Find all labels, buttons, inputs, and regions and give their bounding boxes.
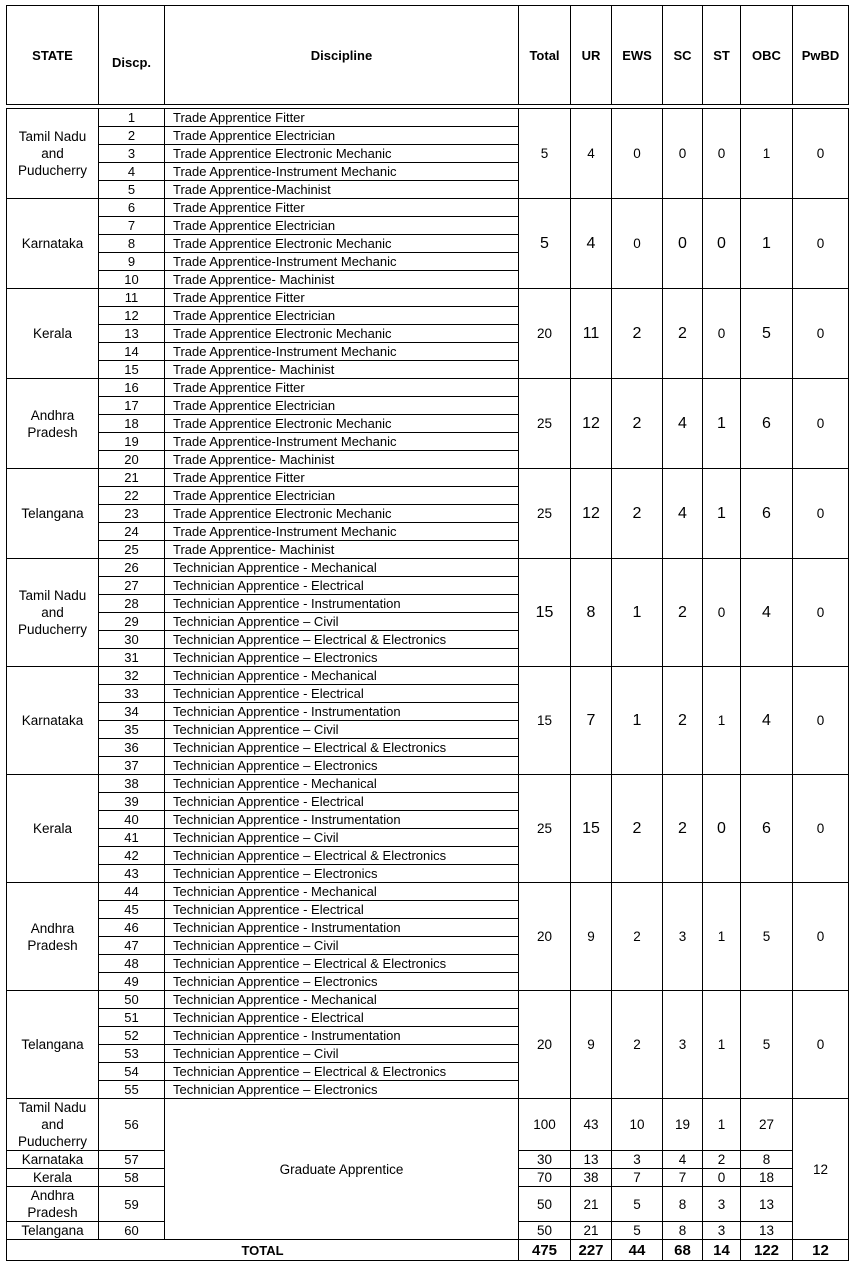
ur-count-cell: 43 [571, 1099, 612, 1151]
ur-count-cell: 9 [571, 991, 612, 1099]
discipline-number: 45 [99, 901, 165, 919]
table-row [7, 991, 849, 1009]
obc-count-cell: 6 [741, 469, 793, 559]
st-count-cell: 1 [703, 379, 741, 469]
total-count-cell: 20 [519, 883, 571, 991]
obc-count-cell: 4 [741, 667, 793, 775]
ews-count-cell: 3 [612, 1151, 663, 1169]
obc-count-cell: 6 [741, 775, 793, 883]
state-cell: Tamil Nadu and Puducherry [7, 109, 99, 199]
discipline-name: Technician Apprentice – Electronics [165, 865, 519, 883]
discipline-name: Trade Apprentice- Machinist [165, 451, 519, 469]
ews-count-cell: 5 [612, 1187, 663, 1222]
discipline-name: Trade Apprentice Electronic Mechanic [165, 235, 519, 253]
table-row [7, 559, 849, 577]
total-count-cell: 100 [519, 1099, 571, 1151]
discipline-name: Trade Apprentice Electronic Mechanic [165, 145, 519, 163]
discipline-number: 46 [99, 919, 165, 937]
st-count-cell: 3 [703, 1222, 741, 1240]
total-count-cell: 5 [519, 199, 571, 289]
discipline-name: Trade Apprentice Electronic Mechanic [165, 505, 519, 523]
grand-ews-cell: 44 [612, 1240, 663, 1261]
table-row [7, 667, 849, 685]
header-sc: SC [663, 6, 703, 105]
grand-total-cell: 475 [519, 1240, 571, 1261]
ews-count-cell: 2 [612, 991, 663, 1099]
discipline-number: 36 [99, 739, 165, 757]
table-row [7, 289, 849, 307]
discipline-name: Technician Apprentice - Mechanical [165, 883, 519, 901]
pwbd-count-cell: 0 [793, 109, 849, 199]
discipline-name: Technician Apprentice - Electrical [165, 793, 519, 811]
discipline-name: Trade Apprentice Electrician [165, 307, 519, 325]
total-count-cell: 20 [519, 991, 571, 1099]
sc-count-cell: 0 [663, 109, 703, 199]
discipline-number: 20 [99, 451, 165, 469]
discipline-number: 33 [99, 685, 165, 703]
discipline-number: 57 [99, 1151, 165, 1169]
ur-count-cell: 21 [571, 1222, 612, 1240]
discipline-number: 11 [99, 289, 165, 307]
vacancy-table-container [6, 5, 848, 1261]
discipline-name: Technician Apprentice – Civil [165, 937, 519, 955]
header-pwbd: PwBD [793, 6, 849, 105]
discipline-number: 32 [99, 667, 165, 685]
discipline-number: 40 [99, 811, 165, 829]
totals-row [7, 1240, 849, 1261]
obc-count-cell: 5 [741, 289, 793, 379]
discipline-number: 52 [99, 1027, 165, 1045]
pwbd-count-cell: 12 [793, 1099, 849, 1240]
header-discipline: Discipline [165, 6, 519, 105]
state-cell: Karnataka [7, 1151, 99, 1169]
ews-count-cell: 10 [612, 1099, 663, 1151]
grand-sc-cell: 68 [663, 1240, 703, 1261]
discipline-number: 16 [99, 379, 165, 397]
state-cell: Andhra Pradesh [7, 379, 99, 469]
ur-count-cell: 38 [571, 1169, 612, 1187]
graduate-row [7, 1099, 849, 1151]
discipline-name: Trade Apprentice- Machinist [165, 271, 519, 289]
table-row [7, 109, 849, 127]
discipline-number: 55 [99, 1081, 165, 1099]
sc-count-cell: 2 [663, 775, 703, 883]
st-count-cell: 0 [703, 289, 741, 379]
discipline-number: 12 [99, 307, 165, 325]
ur-count-cell: 15 [571, 775, 612, 883]
discipline-name: Trade Apprentice Fitter [165, 379, 519, 397]
ur-count-cell: 12 [571, 379, 612, 469]
sc-count-cell: 2 [663, 667, 703, 775]
st-count-cell: 0 [703, 199, 741, 289]
discipline-number: 44 [99, 883, 165, 901]
state-cell: Telangana [7, 469, 99, 559]
discipline-name: Technician Apprentice - Instrumentation [165, 919, 519, 937]
pwbd-count-cell: 0 [793, 775, 849, 883]
state-cell: Telangana [7, 1222, 99, 1240]
st-count-cell: 3 [703, 1187, 741, 1222]
discipline-number: 21 [99, 469, 165, 487]
pwbd-count-cell: 0 [793, 991, 849, 1099]
discipline-number: 4 [99, 163, 165, 181]
discipline-number: 28 [99, 595, 165, 613]
discipline-number: 22 [99, 487, 165, 505]
discipline-name: Technician Apprentice – Electronics [165, 757, 519, 775]
discipline-number: 43 [99, 865, 165, 883]
discipline-number: 2 [99, 127, 165, 145]
ur-count-cell: 21 [571, 1187, 612, 1222]
discipline-number: 7 [99, 217, 165, 235]
discipline-number: 14 [99, 343, 165, 361]
ews-count-cell: 1 [612, 667, 663, 775]
total-count-cell: 20 [519, 289, 571, 379]
ews-count-cell: 0 [612, 109, 663, 199]
pwbd-count-cell: 0 [793, 289, 849, 379]
discipline-number: 56 [99, 1099, 165, 1151]
discipline-number: 59 [99, 1187, 165, 1222]
state-cell: Tamil Nadu and Puducherry [7, 1099, 99, 1151]
state-cell: Kerala [7, 775, 99, 883]
discipline-number: 13 [99, 325, 165, 343]
obc-count-cell: 18 [741, 1169, 793, 1187]
discipline-number: 47 [99, 937, 165, 955]
total-count-cell: 70 [519, 1169, 571, 1187]
pwbd-count-cell: 0 [793, 667, 849, 775]
discipline-name: Technician Apprentice – Civil [165, 829, 519, 847]
ews-count-cell: 2 [612, 379, 663, 469]
sc-count-cell: 3 [663, 991, 703, 1099]
sc-count-cell: 8 [663, 1222, 703, 1240]
grand-st-cell: 14 [703, 1240, 741, 1261]
state-cell: Andhra Pradesh [7, 1187, 99, 1222]
obc-count-cell: 5 [741, 883, 793, 991]
header-discp: Discp. [99, 6, 165, 105]
discipline-name: Trade Apprentice Electrician [165, 127, 519, 145]
pwbd-count-cell: 0 [793, 199, 849, 289]
discipline-number: 41 [99, 829, 165, 847]
discipline-name: Technician Apprentice - Electrical [165, 901, 519, 919]
discipline-name: Trade Apprentice Fitter [165, 469, 519, 487]
discipline-number: 15 [99, 361, 165, 379]
discipline-number: 58 [99, 1169, 165, 1187]
table-row [7, 775, 849, 793]
sc-count-cell: 7 [663, 1169, 703, 1187]
obc-count-cell: 5 [741, 991, 793, 1099]
obc-count-cell: 8 [741, 1151, 793, 1169]
state-cell: Karnataka [7, 667, 99, 775]
st-count-cell: 1 [703, 667, 741, 775]
header-ur: UR [571, 6, 612, 105]
discipline-name: Technician Apprentice - Electrical [165, 577, 519, 595]
discipline-name: Trade Apprentice-Instrument Mechanic [165, 343, 519, 361]
discipline-name: Technician Apprentice – Electrical & Electronics [165, 739, 519, 757]
discipline-name: Trade Apprentice-Instrument Mechanic [165, 523, 519, 541]
discipline-name: Technician Apprentice - Mechanical [165, 991, 519, 1009]
sc-count-cell: 8 [663, 1187, 703, 1222]
discipline-number: 31 [99, 649, 165, 667]
total-count-cell: 5 [519, 109, 571, 199]
ur-count-cell: 9 [571, 883, 612, 991]
st-count-cell: 0 [703, 775, 741, 883]
ews-count-cell: 2 [612, 469, 663, 559]
discipline-number: 27 [99, 577, 165, 595]
discipline-name: Trade Apprentice Electronic Mechanic [165, 415, 519, 433]
discipline-name: Technician Apprentice - Mechanical [165, 559, 519, 577]
discipline-number: 9 [99, 253, 165, 271]
st-count-cell: 0 [703, 1169, 741, 1187]
ews-count-cell: 0 [612, 199, 663, 289]
discipline-number: 35 [99, 721, 165, 739]
ur-count-cell: 11 [571, 289, 612, 379]
header-obc: OBC [741, 6, 793, 105]
discipline-name: Trade Apprentice- Machinist [165, 541, 519, 559]
discipline-number: 3 [99, 145, 165, 163]
discipline-name: Trade Apprentice Fitter [165, 289, 519, 307]
ews-count-cell: 1 [612, 559, 663, 667]
discipline-number: 25 [99, 541, 165, 559]
total-count-cell: 25 [519, 775, 571, 883]
sc-count-cell: 4 [663, 1151, 703, 1169]
discipline-number: 49 [99, 973, 165, 991]
pwbd-count-cell: 0 [793, 883, 849, 991]
obc-count-cell: 13 [741, 1187, 793, 1222]
discipline-number: 42 [99, 847, 165, 865]
ur-count-cell: 4 [571, 199, 612, 289]
ews-count-cell: 2 [612, 289, 663, 379]
state-cell: Tamil Nadu and Puducherry [7, 559, 99, 667]
obc-count-cell: 27 [741, 1099, 793, 1151]
total-count-cell: 30 [519, 1151, 571, 1169]
st-count-cell: 2 [703, 1151, 741, 1169]
total-count-cell: 50 [519, 1187, 571, 1222]
discipline-name: Trade Apprentice-Machinist [165, 181, 519, 199]
grand-ur-cell: 227 [571, 1240, 612, 1261]
discipline-number: 19 [99, 433, 165, 451]
total-count-cell: 15 [519, 667, 571, 775]
discipline-name: Trade Apprentice- Machinist [165, 361, 519, 379]
table-body [7, 109, 849, 1261]
table-row [7, 199, 849, 217]
ews-count-cell: 2 [612, 883, 663, 991]
discipline-name: Trade Apprentice Fitter [165, 199, 519, 217]
total-count-cell: 50 [519, 1222, 571, 1240]
pwbd-count-cell: 0 [793, 379, 849, 469]
ur-count-cell: 13 [571, 1151, 612, 1169]
discipline-number: 1 [99, 109, 165, 127]
graduate-discipline-cell: Graduate Apprentice [165, 1099, 519, 1240]
obc-count-cell: 1 [741, 199, 793, 289]
discipline-number: 53 [99, 1045, 165, 1063]
discipline-name: Technician Apprentice - Instrumentation [165, 811, 519, 829]
discipline-name: Technician Apprentice – Electronics [165, 649, 519, 667]
discipline-name: Technician Apprentice – Electrical & Electronics [165, 847, 519, 865]
discipline-number: 8 [99, 235, 165, 253]
ur-count-cell: 8 [571, 559, 612, 667]
discipline-name: Technician Apprentice - Electrical [165, 1009, 519, 1027]
header-row [7, 6, 849, 105]
sc-count-cell: 4 [663, 469, 703, 559]
discipline-number: 39 [99, 793, 165, 811]
ur-count-cell: 12 [571, 469, 612, 559]
discipline-name: Technician Apprentice - Instrumentation [165, 1027, 519, 1045]
ur-count-cell: 7 [571, 667, 612, 775]
discipline-name: Technician Apprentice – Electrical & Electronics [165, 955, 519, 973]
discipline-number: 29 [99, 613, 165, 631]
sc-count-cell: 0 [663, 199, 703, 289]
state-cell: Kerala [7, 1169, 99, 1187]
discipline-number: 23 [99, 505, 165, 523]
discipline-name: Technician Apprentice - Mechanical [165, 667, 519, 685]
discipline-number: 26 [99, 559, 165, 577]
sc-count-cell: 3 [663, 883, 703, 991]
discipline-number: 6 [99, 199, 165, 217]
total-count-cell: 15 [519, 559, 571, 667]
discipline-name: Technician Apprentice - Mechanical [165, 775, 519, 793]
sc-count-cell: 19 [663, 1099, 703, 1151]
discipline-name: Technician Apprentice - Instrumentation [165, 595, 519, 613]
discipline-number: 37 [99, 757, 165, 775]
discipline-number: 54 [99, 1063, 165, 1081]
st-count-cell: 1 [703, 469, 741, 559]
discipline-name: Technician Apprentice – Civil [165, 613, 519, 631]
discipline-name: Trade Apprentice-Instrument Mechanic [165, 433, 519, 451]
vacancy-table [6, 5, 849, 1261]
total-count-cell: 25 [519, 469, 571, 559]
discipline-number: 50 [99, 991, 165, 1009]
discipline-name: Technician Apprentice – Electrical & Electronics [165, 1063, 519, 1081]
discipline-number: 24 [99, 523, 165, 541]
discipline-name: Technician Apprentice - Instrumentation [165, 703, 519, 721]
discipline-number: 5 [99, 181, 165, 199]
obc-count-cell: 6 [741, 379, 793, 469]
grand-pwbd-cell: 12 [793, 1240, 849, 1261]
discipline-number: 51 [99, 1009, 165, 1027]
discipline-name: Trade Apprentice Electronic Mechanic [165, 325, 519, 343]
st-count-cell: 0 [703, 559, 741, 667]
state-cell: Telangana [7, 991, 99, 1099]
discipline-number: 10 [99, 271, 165, 289]
discipline-number: 48 [99, 955, 165, 973]
table-row [7, 469, 849, 487]
st-count-cell: 1 [703, 991, 741, 1099]
discipline-name: Technician Apprentice – Civil [165, 1045, 519, 1063]
discipline-name: Technician Apprentice – Electrical & Electronics [165, 631, 519, 649]
table-row [7, 883, 849, 901]
st-count-cell: 1 [703, 1099, 741, 1151]
discipline-name: Trade Apprentice-Instrument Mechanic [165, 253, 519, 271]
discipline-name: Trade Apprentice Electrician [165, 217, 519, 235]
discipline-name: Trade Apprentice Electrician [165, 487, 519, 505]
ews-count-cell: 7 [612, 1169, 663, 1187]
state-cell: Andhra Pradesh [7, 883, 99, 991]
obc-count-cell: 1 [741, 109, 793, 199]
obc-count-cell: 4 [741, 559, 793, 667]
discipline-number: 38 [99, 775, 165, 793]
discipline-name: Technician Apprentice – Electronics [165, 973, 519, 991]
total-count-cell: 25 [519, 379, 571, 469]
discipline-name: Technician Apprentice - Electrical [165, 685, 519, 703]
ews-count-cell: 2 [612, 775, 663, 883]
discipline-name: Trade Apprentice Fitter [165, 109, 519, 127]
header-ews: EWS [612, 6, 663, 105]
sc-count-cell: 4 [663, 379, 703, 469]
grand-obc-cell: 122 [741, 1240, 793, 1261]
discipline-name: Technician Apprentice – Civil [165, 721, 519, 739]
discipline-name: Trade Apprentice Electrician [165, 397, 519, 415]
obc-count-cell: 13 [741, 1222, 793, 1240]
ur-count-cell: 4 [571, 109, 612, 199]
discipline-number: 60 [99, 1222, 165, 1240]
discipline-name: Technician Apprentice – Electronics [165, 1081, 519, 1099]
discipline-number: 34 [99, 703, 165, 721]
state-cell: Kerala [7, 289, 99, 379]
totals-label: TOTAL [7, 1240, 519, 1261]
header-state: STATE [7, 6, 99, 105]
discipline-number: 18 [99, 415, 165, 433]
discipline-number: 17 [99, 397, 165, 415]
sc-count-cell: 2 [663, 289, 703, 379]
state-cell: Karnataka [7, 199, 99, 289]
st-count-cell: 0 [703, 109, 741, 199]
discipline-name: Trade Apprentice-Instrument Mechanic [165, 163, 519, 181]
table-row [7, 379, 849, 397]
header-st: ST [703, 6, 741, 105]
sc-count-cell: 2 [663, 559, 703, 667]
discipline-number: 30 [99, 631, 165, 649]
ews-count-cell: 5 [612, 1222, 663, 1240]
st-count-cell: 1 [703, 883, 741, 991]
pwbd-count-cell: 0 [793, 559, 849, 667]
header-total: Total [519, 6, 571, 105]
pwbd-count-cell: 0 [793, 469, 849, 559]
